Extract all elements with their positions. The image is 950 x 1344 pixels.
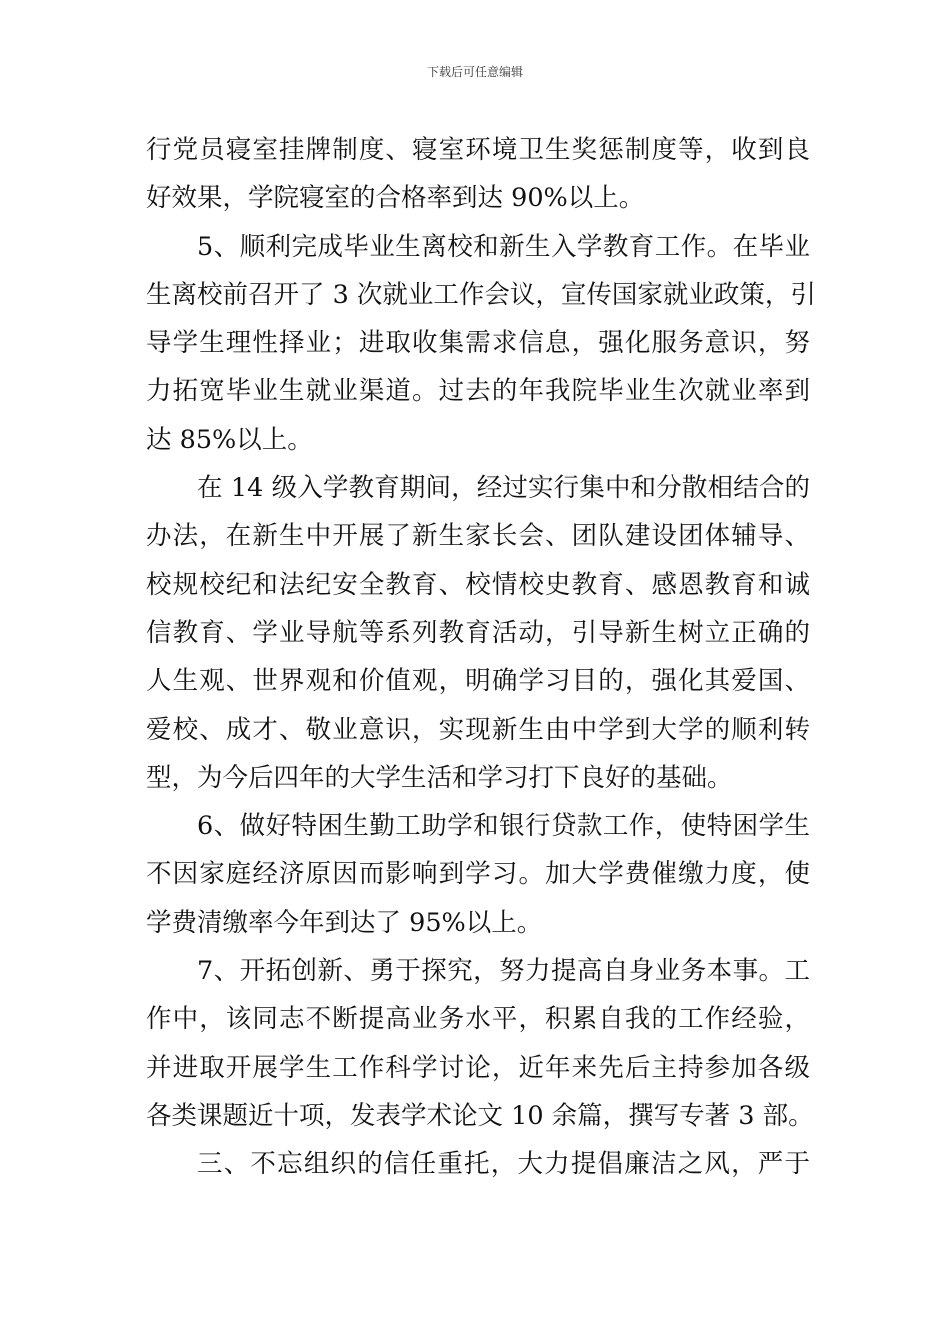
text-line: 并进取开展学生工作科学讨论，近年来先后主持参加各级	[146, 1052, 810, 1083]
text-line: 各类课题近十项，发表学术论文 10 余篇，撰写专著 3 部。	[146, 1100, 814, 1131]
text-line: 学费清缴率今年到达了 95%以上。	[146, 907, 543, 938]
document-body	[146, 126, 816, 1189]
text-line: 办法，在新生中开展了新生家长会、团队建设团体辅导、	[146, 521, 810, 552]
text-line: 信教育、学业导航等系列教育活动，引导新生树立正确的	[146, 617, 810, 648]
text-line: 三、不忘组织的信任重托，大力提倡廉洁之风，严于	[197, 1149, 810, 1180]
text-line: 7、开拓创新、勇于探究，努力提高自身业务本事。工	[197, 956, 810, 987]
text-line: 行党员寝室挂牌制度、寝室环境卫生奖惩制度等，收到良	[146, 135, 810, 165]
text-line: 5、顺利完成毕业生离校和新生入学教育工作。在毕业	[197, 231, 810, 262]
page-header: 下载后可任意编辑	[426, 65, 523, 79]
text-line: 6、做好特困生勤工助学和银行贷款工作，使特困学生	[197, 811, 810, 842]
text-line: 导学生理性择业；进取收集需求信息，强化服务意识，努	[146, 328, 810, 359]
text-line: 不因家庭经济原因而影响到学习。加大学费催缴力度，使	[146, 859, 810, 890]
text-line: 爱校、成才、敬业意识，实现新生由中学到大学的顺利转	[146, 714, 810, 745]
text-line: 好效果，学院寝室的合格率到达 90%以上。	[146, 183, 645, 214]
text-line: 力拓宽毕业生就业渠道。过去的年我院毕业生次就业率到	[146, 376, 810, 407]
text-line: 作中，该同志不断提高业务水平，积累自我的工作经验，	[146, 1004, 810, 1035]
text-line: 生离校前召开了 3 次就业工作会议，宣传国家就业政策，引	[146, 279, 816, 310]
text-line: 在 14 级入学教育期间，经过实行集中和分散相结合的	[197, 473, 810, 504]
text-line: 达 85%以上。	[146, 424, 313, 455]
text-line: 校规校纪和法纪安全教育、校情校史教育、感恩教育和诚	[146, 569, 810, 600]
text-line: 人生观、世界观和价值观，明确学习目的，强化其爱国、	[146, 666, 810, 697]
text-line: 型，为今后四年的大学生活和学习打下良好的基础。	[146, 762, 733, 793]
